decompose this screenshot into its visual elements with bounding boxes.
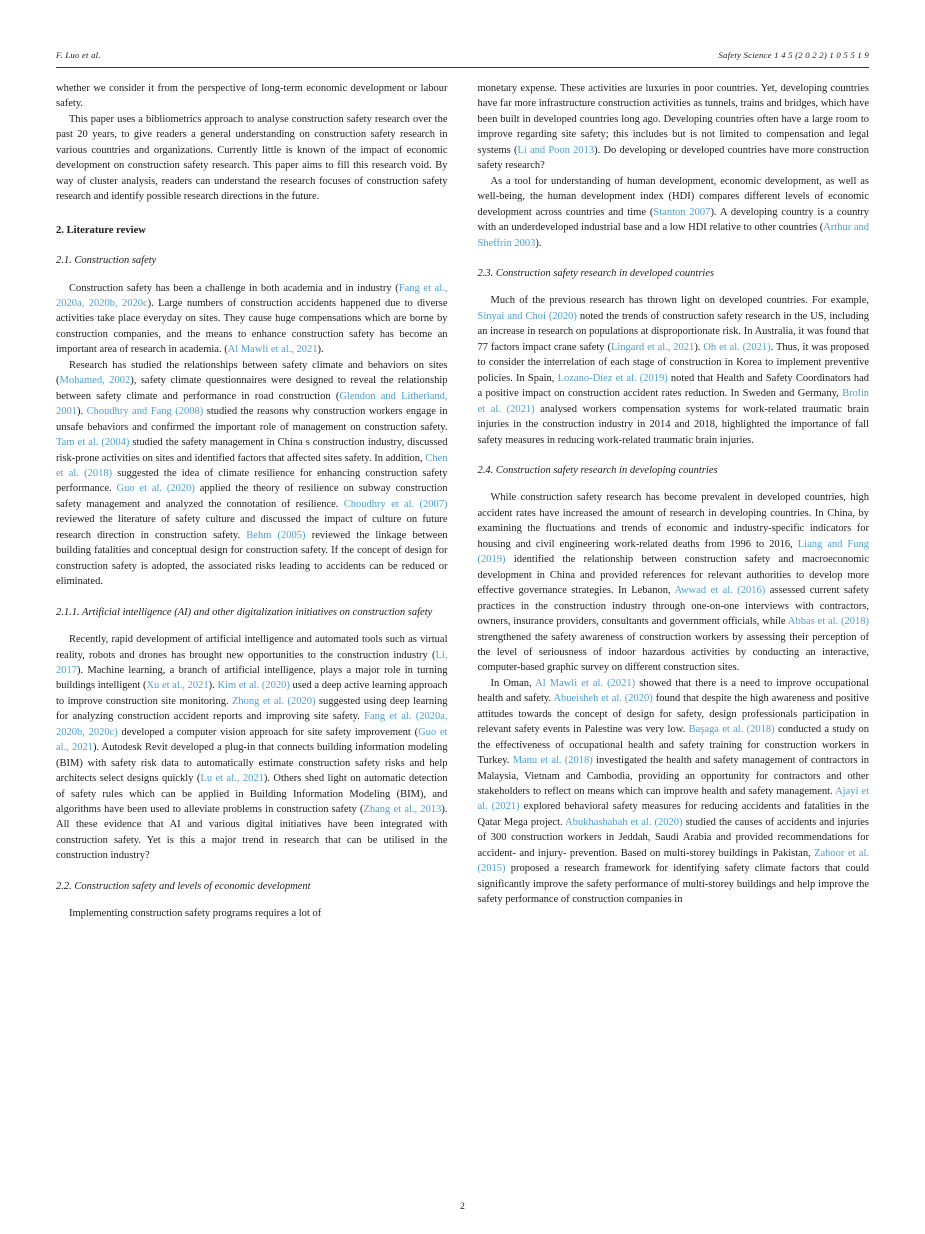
citation-link[interactable]: Manu et al. (2018) bbox=[512, 755, 593, 767]
citation-link[interactable]: Brolin et al. (2021) bbox=[477, 388, 869, 415]
citation-link[interactable]: Lu et al., 2021 bbox=[200, 773, 264, 785]
citation-link[interactable]: Abukhashabah et al. (2020) bbox=[565, 816, 683, 828]
citation-link[interactable]: Fang et al., 2020a, 2020b, 2020c bbox=[56, 282, 448, 309]
subsection-heading: 2.2. Construction safety and levels of economic development bbox=[56, 880, 311, 892]
citation-link[interactable]: Al Mawli et al. (2021) bbox=[535, 677, 636, 689]
citation-link[interactable]: Li, 2017 bbox=[56, 649, 448, 676]
subsection-heading: 2.3. Construction safety research in developed countries bbox=[477, 267, 715, 279]
citation-link[interactable]: Kim et al. (2020) bbox=[217, 680, 290, 692]
paragraph: This paper uses a bibliometrics approach to analyse construction safety research over the past 20 years, to give readers a general understanding on construction safety research in various countries and organizations. Currently little is known of the impact of economic development on construction safety research. This paper aims to fill this research void. By way of cluster analysis, readers can understand the research focuses of construction safety research and identify possible research directions in the future. bbox=[56, 113, 448, 203]
paragraph: Implementing construction safety programs requires a lot of bbox=[69, 908, 322, 920]
citation-link[interactable]: Abbas et al. (2018) bbox=[787, 616, 869, 628]
paragraph: Construction safety has been a challenge in both academia and in industry (Fang et al., 2020a, 2020b, 2020c). Large numbers of construction accidents happened due to diverse activities take place everyday on sites. They cause huge compensations which are borne by construction companies, and the means to enhance construction safety has become an important area of research in academia. (Al Mawli et al., 2021). bbox=[56, 282, 448, 356]
citation-link[interactable]: Zhong et al. (2020) bbox=[232, 695, 316, 707]
citation-link[interactable]: Lozano-Díez et al. (2019) bbox=[557, 372, 668, 384]
subsection-heading: 2.1. Construction safety bbox=[56, 255, 157, 267]
running-head-authors: F. Luo et al. bbox=[56, 50, 101, 60]
citation-link[interactable]: Stanton 2007 bbox=[653, 206, 711, 218]
paragraph: Much of the previous research has thrown light on developed countries. For example, Sinyai and Choi (2020) noted the trends of construction safety research in the US, including an increase in research on populations at disproportionate risk. In Australia, it was found that 77 factors impact crane safety (Lingard et al., 2021). Oh et al. (2021). Thus, it was proposed to consider the interrelation of each stage of construction in Korea to implement preventive policies. In Spain, Lozano-Díez et al. (2019) noted that Health and Safety Coordinators had a positive impact on construction accident rates reduction. In Sweden and Germany, Brolin et al. (2021) analysed workers compensation systems for work-related traumatic brain injuries in the construction industry in 2014 and 2018, highlighted the importance of fall safety measures in reducing work-related traumatic brain injuries. bbox=[477, 295, 870, 446]
citation-link[interactable]: Başaga et al. (2018) bbox=[688, 724, 775, 736]
citation-link[interactable]: Awwad et al. (2016) bbox=[674, 585, 766, 597]
section-heading: 2. Literature review bbox=[56, 224, 146, 236]
citation-link[interactable]: Choudhry and Fang (2008) bbox=[86, 406, 204, 418]
page-number: 2 bbox=[460, 1202, 465, 1212]
citation-link[interactable]: Sinyai and Choi (2020) bbox=[477, 310, 577, 322]
citation-link[interactable]: Glendon and Litherland, 2001 bbox=[56, 390, 448, 418]
running-head bbox=[56, 50, 869, 68]
citation-link[interactable]: Zhang et al., 2013 bbox=[363, 804, 442, 816]
paragraph: monetary expense. These activities are luxuries in poor countries. Yet, developing countries have far more infrastructure construction activities as tunnels, trains and bridges, which have been built in developed countries long ago. Developing countries often have a large room to improve regarding site safety; this includes but is not limited to compensation and legal systems (Li and Poon 2013). Do developing or developed countries have more construction safety research? bbox=[477, 83, 869, 172]
citation-link[interactable]: Abueisheh et al. (2020) bbox=[553, 693, 653, 705]
right-column bbox=[478, 81, 870, 922]
citation-link[interactable]: Behm (2005) bbox=[246, 529, 306, 541]
subsection-heading: 2.4. Construction safety research in developing countries bbox=[477, 464, 718, 476]
citation-link[interactable]: Zahoor et al. (2015) bbox=[477, 847, 869, 875]
citation-link[interactable]: Choudhry et al. (2007) bbox=[343, 498, 448, 510]
citation-link[interactable]: Guo et al. (2020) bbox=[116, 483, 195, 495]
left-column bbox=[56, 81, 448, 922]
citation-link[interactable]: Fang et al. (2020a, 2020b, 2020c) bbox=[56, 711, 448, 738]
subsection-heading: 2.1.1. Artificial intelligence (AI) and other digitalization initiatives on construction safety bbox=[56, 606, 433, 618]
citation-link[interactable]: Tam et al. (2004) bbox=[56, 437, 130, 449]
paragraph: As a tool for understanding of human development, economic development, as well as well-being, the human development index (HDI) compares different levels of economic development across countries and time (Stanton 2007). A developing country is a country with an underdeveloped industrial base and a low HDI relative to other countries (Arthur and Sheffrin 2003). bbox=[477, 175, 870, 249]
paragraph: While construction safety research has become prevalent in developed countries, high accident rates have increased the amount of research in developing countries. In China, by examining the fluctuations and trends of economic and industry-specific indicators for housing and civil engineering work-related deaths from 1996 to 2016, Liang and Fung (2019) identified the relationship between construction safety and macroeconomic development in China and provided references for relevant authorities to develop more effective governance strategies. In Lebanon, Awwad et al. (2016) assessed current safety practices in the construction industry through one-on-one interviews with contractors, owners, insurance providers, consultants and government officials, while Abbas et al. (2018) strengthened the safety awareness of construction workers by assessing their perception of the level of seriousness of indoor hazardous activities by conducting an interactive, computer-based graphic survey on different construction sites. bbox=[477, 492, 869, 674]
paragraph: Recently, rapid development of artificial intelligence and automated tools such as virtual reality, robots and drones has brought new opportunities to the construction industry (Li, 2017). Machine learning, a branch of artificial intelligence, plays a major role in turning buildings intelligent (Xu et al., 2021). Kim et al. (2020) used a deep active learning approach to improve construction site monitoring. Zhong et al. (2020) suggested using deep learning for analyzing construction accident reports and improving site safety. Fang et al. (2020a, 2020b, 2020c) developed a computer vision approach for site safety improvement (Guo et al., 2021). Autodesk Revit developed a plug-in that connects building information modeling (BIM) with safety risk data to automatically estimate construction safety risks and help architects select designs quickly (Lu et al., 2021). Others shed light on automatic detection of safety rules which can be applied in Building Information Modeling (BIM), and algorithms have been used to alleviate problems in construction safety (Zhang et al., 2013). All these evidence that AI and various digital initiatives have been integrated with construction safety. Yet is this a major trend in research that can be utilised in the construction industry? bbox=[56, 634, 448, 862]
citation-link[interactable]: Guo et al., 2021 bbox=[56, 726, 448, 754]
paragraph: Research has studied the relationships between safety climate and behaviors on sites (Mohamed, 2002), safety climate questionnaires were designed to reveal the relationship between safety climate and performance in road construction (Glendon and Litherland, 2001). Choudhry and Fang (2008) studied the reasons why construction workers engage in unsafe behaviors and confirmed the important role of management on construction safety. Tam et al. (2004) studied the safety management in China s construction industry, discussed risk-prone activities on sites and identified factors that affected sites safety. In addition, Chen et al. (2018) suggested the idea of climate resilience for enhancing construction safety performance. Guo et al. (2020) applied the theory of resilience on subway construction safety management and analyzed the connotation of resilience. Choudhry et al. (2007) reviewed the literature of safety culture and discussed the impact of culture on future research direction in construction safety. Behm (2005) reviewed the linkage between building fatalities and conceptual design for construction safety. If the concept of design for construction safety is adopted, the associated risks leading to accidents can be reduced or eliminated. bbox=[56, 359, 448, 588]
citation-link[interactable]: Oh et al. (2021) bbox=[703, 341, 771, 353]
running-head-journal: Safety Science 1 4 5 (2 0 2 2) 1 0 5 5 1 9 bbox=[718, 50, 869, 60]
citation-link[interactable]: Li and Poon 2013 bbox=[517, 144, 595, 156]
citation-link[interactable]: Xu et al., 2021 bbox=[146, 680, 209, 692]
paragraph: In Oman, Al Mawli et al. (2021) showed that there is a need to improve occupational health and safety. Abueisheh et al. (2020) found that despite the high awareness and positive attitudes towards the concept of design for safety, design professionals participation in relevant safety events in Palestine was very low. Başaga et al. (2018) conducted a study on the effectiveness of occupational health and safety training for construction workers in Turkey. Manu et al. (2018) investigated the health and safety management of contractors in Malaysia, Vietnam and Cambodia, providing an opportunity for contractors and other stakeholders to reflect on means which can improve health and safety management. Ajayi et al. (2021) explored behavioral safety measures for reducing accidents and fatalities in the Qatar Mega project. Abukhashabah et al. (2020) studied the causes of accidents and injuries of 300 construction workers in Jeddah, Saudi Arabia and provided recommendations for accident- and injury- prevention. Based on multi-storey buildings in Pakistan, Zahoor et al. (2015) proposed a research framework for identifying safety climate factors that could significantly improve the safety performance of multi-storey buildings and help improve the safety performance of construction companies in bbox=[477, 677, 870, 906]
citation-link[interactable]: Arthur and Sheffrin 2003 bbox=[477, 222, 870, 249]
paragraph: whether we consider it from the perspective of long-term economic development or labour safety. bbox=[56, 83, 448, 110]
citation-link[interactable]: Mohamed, 2002 bbox=[59, 375, 131, 387]
citation-link[interactable]: Al Mawli et al., 2021 bbox=[227, 344, 318, 356]
citation-link[interactable]: Lingard et al., 2021 bbox=[610, 341, 695, 353]
citation-link[interactable]: Ajayi et al. (2021) bbox=[477, 786, 869, 813]
two-column-layout bbox=[56, 81, 869, 922]
citation-link[interactable]: Liang and Fung (2019) bbox=[477, 538, 869, 566]
citation-link[interactable]: Chen et al. (2018) bbox=[56, 452, 448, 479]
